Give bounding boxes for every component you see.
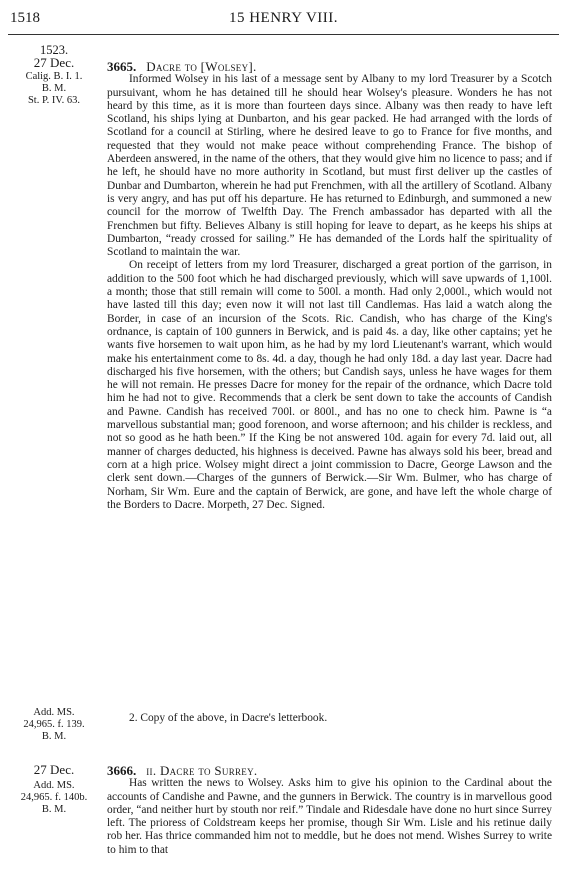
entry-date: 27 Dec. (33, 55, 75, 70)
source-ref: St. P. IV. 63. (27, 95, 81, 106)
source-ref: B. M. (41, 83, 67, 94)
entry-paragraph: Has written the news to Wolsey. Asks him to give his opinion to the Cardinal about the accounts of Candishe and Pawne, and the gunners in Berwick. The country is in marvellous good order, “and neither hurt by stouth nor reif.” Tindale and Ridesdale have done no hurt since Surrey left. The prioress of Coldstream keeps her promise, though Sir Wm. Lisle and his retinue daily rob her. Has thrice commanded him not to meddle, but he does not mend. Wishes Surrey to write to him to that (107, 777, 552, 856)
entry-3665 (107, 60, 552, 512)
entry-paragraph: Informed Wolsey in his last of a message sent by Albany to my lord Treasurer by a Scotch pursuivant, whom he has detained till he should hear Wolsey's pleasure. Wonders he has not heard by this time, as it is more than fourteen days since. Albany was then ready to have left Scotland, his ships lying at Dunbarton, and his gear packed. He had arranged with the lords of Scotland for a council at Stirling, where he desired leave to go to France for five months, and requested that they would not make peace without comprehending France. The bishop of Aberdeen answered, in the name of the others, that they would give him no licence to pass; and if he left, he should have no more authority in Scotland, but must first deliver up the castles of Dunbar and Dumbarton, wherein he had put Frenchmen, with all the artillery of Scotland. Albany is very angry, and has put off his departure. He has returned to Edinburgh, and summoned a new council for the morrow of Twelfth Day. The French ambassador has departed with all the Frenchmen but fifty. Believes Albany is still hoping for leave to depart, as he keeps his ships at Dumbarton, “ready crossed for sailing.” He has demanded of the Lords half the spirituality of Scotland to maintain the war. (107, 73, 552, 259)
source-ref: Add. MS. (33, 707, 75, 718)
page-number: 1518 (10, 10, 40, 26)
entry-heading (107, 764, 552, 777)
entry-3666 (107, 764, 552, 857)
source-ref: 24,965. f. 140b. (20, 792, 88, 803)
running-title: 15 HENRY VIII. (228, 10, 339, 26)
entry-title: Dacre to [Wolsey]. (146, 59, 257, 74)
source-ref: 24,965. f. 139. (23, 719, 85, 730)
entry-title: ii. Dacre to Surrey. (146, 763, 258, 778)
margin-entry-3665 (8, 44, 100, 107)
entry-date: 27 Dec. (33, 762, 75, 777)
source-ref: B. M. (41, 804, 67, 815)
entry-heading (107, 60, 552, 73)
entry-number: 3665. (107, 59, 137, 74)
margin-entry-3666 (8, 764, 100, 816)
source-ref: B. M. (41, 731, 67, 742)
margin-entry-copy (8, 707, 100, 743)
year: 1523. (39, 43, 69, 57)
source-ref: Calig. B. I. 1. (25, 71, 83, 82)
source-ref: Add. MS. (33, 780, 75, 791)
entry-copy (107, 712, 552, 725)
entry-number: 3666. (107, 763, 137, 778)
header-rule (8, 34, 559, 35)
page-header (0, 10, 567, 32)
entry-paragraph: On receipt of letters from my lord Treasurer, discharged a great portion of the garrison, in addition to the 500 foot which he had discharged previously, which will save upwards of 1,100l. a month; those that still remain will come to 500l. a month. Had only 2,000l., which would not have lasted till this day; even now it will not last till Candlemas. Has laid a watch along the Border, in case of an incursion of the Scots. Ric. Candish, who has charge of the King's ordnance, is captain of 100 gunners in Berwick, and is paid 4s. a day, like other captains; yet he wants five horsemen to wait upon him, as he had by my lord Lieutenant's warrant, which would make his entertainment come to 8s. 4d. a day, though he had only 18d. a day last year. Dacre had discharged his five horsemen, with the others; but Candish says, unless he have wages for them he will not remain. He presses Dacre for money for the repair of the ordnance, which Dacre told him he had not to give. Recommends that a clerk be sent down to take the accounts of Candish and Pawne. Candish has received 700l. or 800l., and has no one to check him. Pawne is “a marvellous substantial man; good forenoon, and worse afternoon; and his childer is reckless, and not so good as he hath been.” If the King be not answered 10d. again for every 7d. laid out, all manner of charges deducted, his highness is deceived. Pawne has always sold his beer, bread and corn at a high price. Wolsey might direct a joint commission to Dacre, George Lawson and the clerk sent down.—Charges of the gunners of Berwick.—Sir Wm. Bulmer, who has charge of Norham, Sir Wm. Eure and the captain of Berwick, are gone, and have left the whole charge of the Borders to Dacre. Morpeth, 27 Dec. Signed. (107, 259, 552, 511)
entry-paragraph: 2. Copy of the above, in Dacre's letterbook. (129, 712, 328, 724)
